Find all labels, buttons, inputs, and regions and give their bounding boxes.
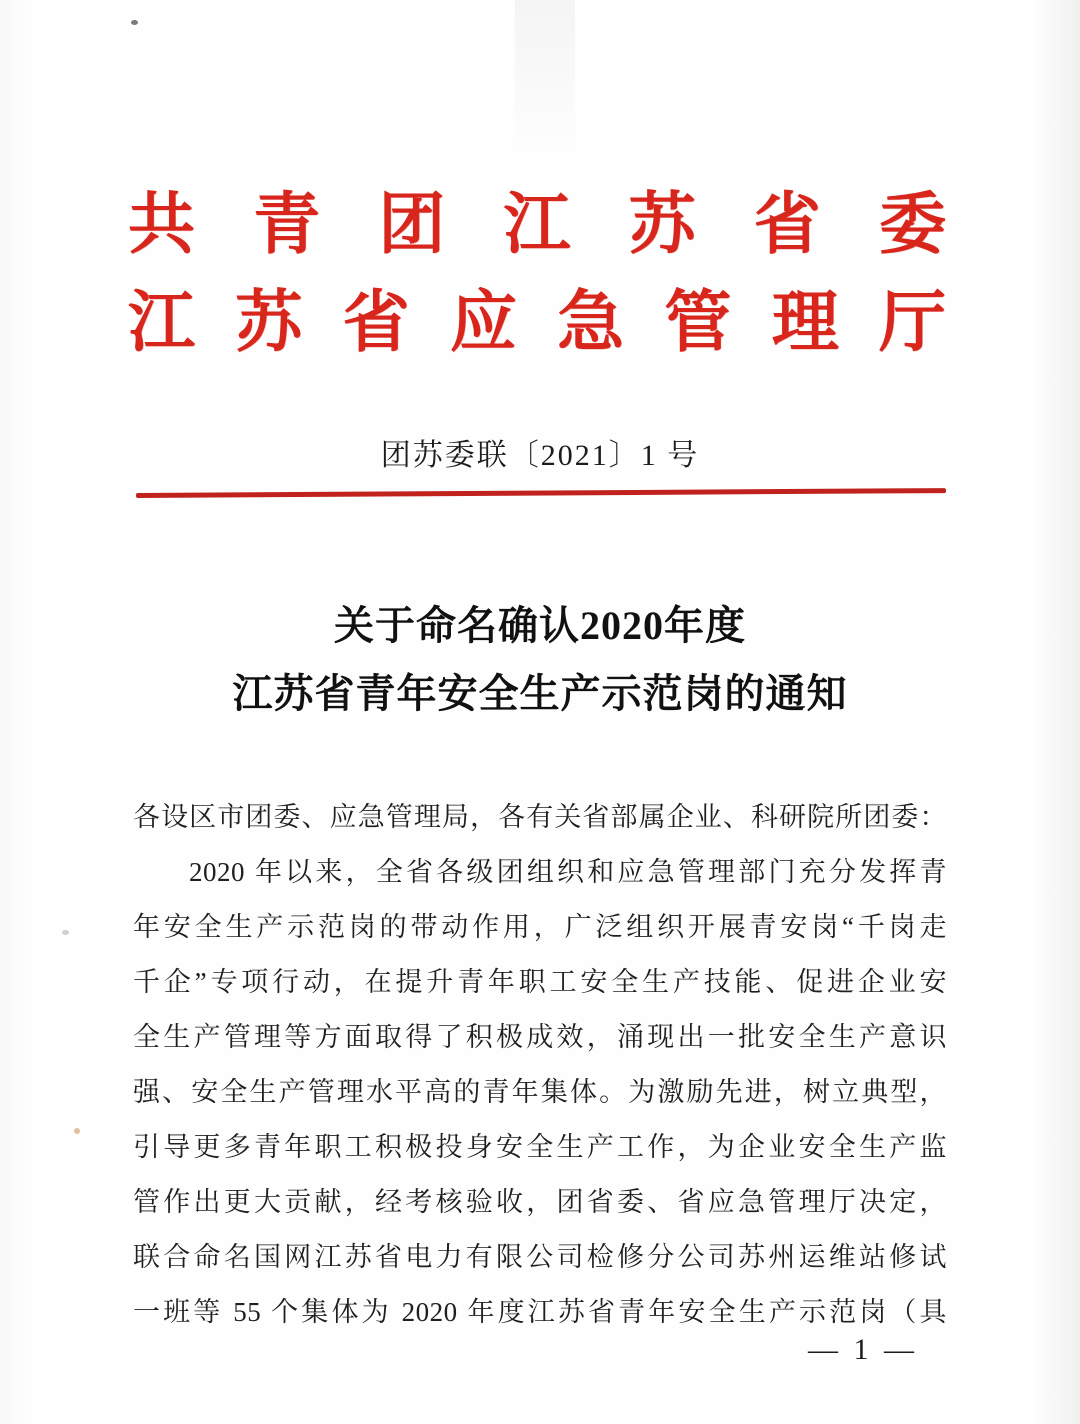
- page-number: — 1 —: [808, 1333, 918, 1366]
- title-line-1: 关于命名确认2020年度: [334, 603, 746, 648]
- document-title: [0, 592, 1080, 728]
- letterhead-char: 苏: [628, 188, 696, 262]
- body-line: 一班等 55 个集体为 2020 年度江苏省青年安全生产示范岗（具: [133, 1297, 947, 1327]
- document-body: [133, 792, 947, 1342]
- body-line: 联合命名国网江苏省电力有限公司检修分公司苏州运维站修试: [133, 1242, 947, 1272]
- letterhead-char: 理: [771, 286, 839, 360]
- title-line-2: 江苏省青年安全生产示范岗的通知: [232, 671, 848, 716]
- scan-streak: [515, 0, 575, 160]
- letterhead-org-line-1: [128, 186, 946, 264]
- letterhead-char: 省: [342, 286, 410, 360]
- body-line: 千企”专项行动，在提升青年职工安全生产技能、促进企业安: [133, 967, 947, 997]
- red-divider-line: [136, 488, 946, 498]
- letterhead-char: 管: [664, 286, 732, 360]
- body-line: 强、安全生产管理水平高的青年集体。为激励先进，树立典型，: [133, 1077, 947, 1107]
- body-line: 年安全生产示范岗的带动作用，广泛组织开展青安岗“千岗走: [133, 912, 947, 942]
- document-number: 团苏委联〔2021〕1 号: [380, 439, 700, 472]
- letterhead-char: 厅: [878, 286, 946, 360]
- letterhead-char: 江: [503, 188, 571, 262]
- letterhead-char: 省: [753, 188, 821, 262]
- letterhead-org-line-2: [128, 284, 946, 362]
- scan-speck: [62, 930, 69, 935]
- body-line-salutation: 各设区市团委、应急管理局，各有关省部属企业、科研院所团委：: [133, 802, 947, 832]
- letterhead-char: 苏: [235, 286, 303, 360]
- body-line: 引导更多青年职工积极投身安全生产工作，为企业安全生产监: [133, 1132, 947, 1162]
- body-line: 2020 年以来，全省各级团组织和应急管理部门充分发挥青: [189, 857, 947, 887]
- letterhead-char: 应: [449, 286, 517, 360]
- body-line: 全生产管理等方面取得了积极成效，涌现出一批安全生产意识: [133, 1022, 947, 1052]
- letterhead-char: 急: [557, 286, 625, 360]
- letterhead-char: 共: [128, 188, 195, 262]
- scan-speck: [74, 1128, 80, 1134]
- scan-speck: [131, 20, 138, 25]
- letterhead-char: 青: [253, 188, 321, 262]
- letterhead-char: 江: [128, 286, 195, 360]
- letterhead-char: 委: [878, 188, 946, 262]
- body-line: 管作出更大贡献，经考核验收，团省委、省应急管理厅决定，: [133, 1187, 947, 1217]
- letterhead-char: 团: [378, 188, 446, 262]
